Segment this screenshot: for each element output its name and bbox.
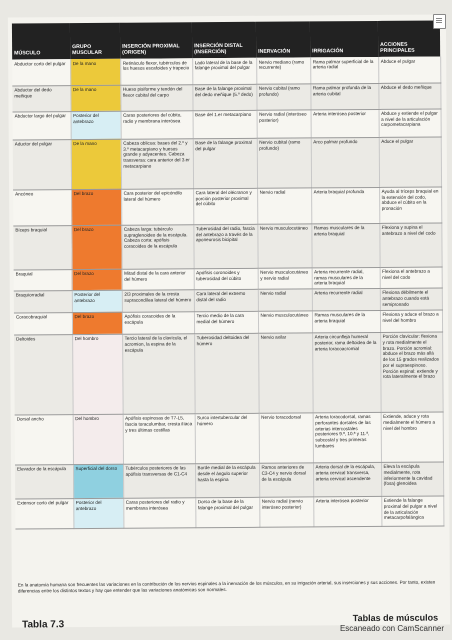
- section-title: Tablas de músculos: [352, 612, 439, 624]
- scanner-watermark: Escaneado con CamScanner: [339, 624, 444, 633]
- header-origin: INSERCIÓN PROXIMAL (ORIGEN): [120, 22, 192, 59]
- cell-muscle-group: De la mano: [71, 139, 121, 189]
- cell-innervation: Nervio musculocutáneo y nervio radial: [258, 267, 312, 289]
- header-blood: IRRIGACIÓN: [310, 21, 378, 57]
- cell-irrigation: Rama palmar profunda de la arteria cubital: [310, 83, 378, 109]
- cell-muscle-name: Deltoides: [14, 334, 73, 414]
- cell-irrigation: Ramas musculares de la arteria braquial: [311, 223, 379, 267]
- cell-innervation: Nervio musculocutáneo: [257, 223, 311, 267]
- cell-muscle-group: Del brazo: [71, 189, 121, 225]
- cell-innervation: Nervio musculocutáneo: [258, 311, 312, 333]
- table-row: [12, 83, 440, 112]
- cell-muscle-name: Bíceps braquial: [13, 225, 71, 269]
- cell-muscle-name: Braquiorradial: [14, 290, 72, 312]
- cell-origin: Apófisis espinosas de T7-L5, fascia toracolumbar, cresta ilíaca y tres últimas costillas: [123, 413, 195, 464]
- cell-origin: Mitad distal de la cara anterior del húmero: [122, 268, 194, 290]
- cell-origin: Apófisis coracoides de la escápula: [122, 311, 194, 334]
- cell-actions: Extiende, aduce y rota medialmente el húmero a nivel del hombro: [381, 412, 443, 462]
- table-row: [14, 332, 443, 415]
- cell-innervation: Nervio radial: [257, 187, 311, 223]
- cell-origin: Tercio lateral de la clavícula, el acromion, la espina de la escápula: [122, 333, 195, 414]
- table-row: [13, 187, 441, 226]
- table-row: [13, 109, 441, 140]
- cell-actions: Ayuda al tríceps braquial en la extensión del codo, abduce el cúbito en la pronación: [379, 187, 441, 223]
- cell-muscle-name: Dorsal ancho: [15, 414, 73, 464]
- cell-actions: Aduce el pulgar: [379, 137, 441, 187]
- cell-irrigation: Arco palmar profundo: [311, 137, 379, 187]
- cell-muscle-group: Del brazo: [71, 225, 121, 269]
- cell-muscle-group: Del hombro: [73, 414, 123, 464]
- muscle-table: [12, 21, 444, 530]
- cell-irrigation: Arteria dorsal de la escápula, arteria cervical transversa, arteria cervical ascendente: [313, 462, 381, 496]
- cell-insertion: Lado lateral de la base de la falange proximal del pulgar: [192, 58, 256, 84]
- cell-innervation: Nervio radial (nervio interóseo posterior): [259, 497, 313, 527]
- header-nerve: INERVACIÓN: [256, 21, 310, 57]
- table-header-row: [12, 21, 440, 60]
- cell-innervation: Nervio axilar: [258, 333, 313, 413]
- table-row: [13, 223, 441, 270]
- table-number: Tabla 7.3: [22, 619, 65, 631]
- cell-muscle-name: Aductor del pulgar: [13, 139, 71, 189]
- cell-insertion: Apófisis coronoides y tuberosidad del cúbito: [194, 268, 258, 290]
- cell-origin: Retináculo flexor, tubérculos de los huesos escafoides y trapecio: [120, 58, 192, 85]
- cell-irrigation: Arteria recurrente radial, ramas musculares de la arteria braquial: [312, 267, 380, 289]
- cell-muscle-name: Abductor largo del pulgar: [13, 111, 71, 139]
- cell-origin: Cabeza larga: tubérculo supraglenoideo de la escápula. Cabeza corta: apófisis coracoides de la escápula: [121, 224, 193, 269]
- cell-muscle-group: Posterior del antebrazo: [72, 290, 122, 312]
- cell-irrigation: Rama palmar superficial de la arteria radial: [310, 57, 378, 83]
- table-row: [14, 267, 442, 291]
- cell-irrigation: Arteria interósea posterior: [311, 109, 379, 137]
- cell-actions: Flexiona el antebrazo a nivel del codo: [380, 267, 442, 289]
- header-muscle: MÚSCULO: [12, 23, 70, 59]
- cell-origin: Caras posteriores del radio y membrana interósea: [123, 497, 195, 528]
- cell-insertion: Dorso de la base de la falange proximal del pulgar: [195, 497, 259, 527]
- cell-origin: Cara posterior del epicóndilo lateral del húmero: [121, 188, 193, 225]
- cell-muscle-name: Elevador de la escápula: [15, 464, 73, 498]
- cell-innervation: Nervio cubital (ramo profundo): [257, 137, 311, 187]
- table-row: [15, 496, 443, 529]
- cell-muscle-name: Extensor corto del pulgar: [15, 498, 73, 528]
- cell-innervation: Nervio toracodorsal: [259, 413, 313, 463]
- cell-irrigation: Ramas musculares de la arteria braquial: [312, 310, 380, 332]
- cell-muscle-group: Posterior del antebrazo: [71, 111, 121, 139]
- footnote: En la anatomía humana son frecuentes las variaciones en la contribución de los nervios espinales a la inervación de los músculos, en su irrigación arterial, sus inserciones y sus acciones. Por tanto, existen diferencias entre los distintos textos y hay que entender que las variaciones anatómicas son normales.: [17, 579, 436, 594]
- cell-insertion: Borde medial de la escápula desde el ángulo superior hasta la espina: [195, 463, 259, 497]
- table-row: [15, 462, 443, 499]
- cell-insertion: Tuberosidad del radio, fascia del antebrazo a través de la aponeurosis bicipital: [193, 224, 257, 268]
- cell-origin: Tubérculos posteriores de las apófisis transversas de C1-C4: [123, 463, 195, 498]
- cell-irrigation: Arteria braquial profunda: [311, 187, 379, 223]
- cell-muscle-group: Del brazo: [72, 269, 122, 291]
- cell-insertion: Base de la falange proximal del dedo meñique (5.º dedo): [192, 84, 256, 110]
- cell-insertion: Tercio medio de la cara medial del húmero: [194, 311, 258, 333]
- table-row: [12, 57, 440, 86]
- cell-actions: Flexiona y aduce el brazo a nivel del hombro: [380, 310, 442, 332]
- cell-muscle-name: Abductor corto del pulgar: [12, 59, 70, 85]
- cell-origin: Cabeza oblicua: bases del 2.º y 3.º metacarpiano y huesos grande y adyacentes. Cabeza transversa: cara anterior del 3.er metacarpiano: [121, 138, 193, 189]
- document-icon: [433, 14, 446, 29]
- cell-muscle-group: Superficial del dorso: [73, 464, 123, 498]
- cell-insertion: Surco intertubercular del húmero: [195, 413, 259, 463]
- table-row: [13, 137, 441, 190]
- cell-muscle-group: Del hombro: [72, 334, 123, 414]
- cell-irrigation: Arteria recurrente radial: [312, 288, 380, 310]
- cell-origin: Caras posteriores del cúbito, radio y membrana interósea: [121, 110, 193, 139]
- cell-origin: 2/3 proximales de la cresta supracondílea lateral del húmero: [122, 289, 194, 312]
- cell-actions: Porción clavicular: flexiona y rota medialmente el brazo. Porción acromial: abduce el brazo más allá de los 15 grados realizados por el supraespinoso. Porción espinal: extiende y rota lateralmente el brazo: [380, 332, 443, 412]
- cell-muscle-group: De la mano: [70, 59, 120, 85]
- cell-muscle-name: Braquial: [14, 269, 72, 291]
- cell-muscle-name: Coracobraquial: [14, 312, 72, 334]
- cell-muscle-name: Ancóneo: [13, 189, 71, 225]
- cell-actions: Abduce el dedo meñique: [378, 83, 440, 109]
- cell-actions: Flexiona y supina el antebrazo a nivel del codo: [379, 223, 441, 267]
- cell-actions: Extiende la falange proximal del pulgar a nivel de la articulación metacarpofalángica: [381, 496, 443, 526]
- header-action: ACCIONES PRINCIPALES: [378, 21, 440, 57]
- cell-actions: Abduce el pulgar: [378, 57, 440, 83]
- cell-insertion: Tuberosidad deltoidea del húmero: [194, 333, 259, 413]
- cell-actions: Abduce y extiende el pulgar a nivel de la articulación carpometacarpiana: [379, 109, 441, 137]
- cell-irrigation: Arteria interósea posterior: [313, 496, 381, 526]
- cell-muscle-group: Del brazo: [72, 312, 122, 334]
- cell-muscle-group: Posterior del antebrazo: [73, 498, 123, 528]
- header-group: GRUPO MUSCULAR: [70, 23, 120, 59]
- cell-irrigation: Arteria toracodorsal, ramas perforantes dorsales de las arterias intercostales posteriores 9.ª, 10.ª y 11.ª, subcostal y tres primeras lumbares: [313, 412, 381, 462]
- cell-muscle-name: Abductor del dedo meñique: [12, 85, 70, 111]
- table-row: [15, 412, 443, 465]
- table-row: [14, 310, 442, 335]
- cell-insertion: Base del 1.er metacarpiano: [193, 110, 257, 138]
- cell-insertion: Cara lateral del extremo distal del radio: [194, 289, 258, 311]
- cell-irrigation: Arteria circunfleja humeral posterior, rama deltoidea de la arteria toracoacromial: [312, 332, 381, 412]
- cell-actions: Flexiona débilmente el antebrazo cuando está semipronado: [380, 288, 442, 310]
- cell-innervation: Nervio radial: [258, 289, 312, 311]
- cell-innervation: Ramos anteriores de C3-C4 y nervio dorsal de la escápula: [259, 463, 313, 497]
- table-body: [12, 57, 443, 529]
- cell-innervation: Nervio mediano (ramo recurrente): [256, 57, 310, 83]
- cell-origin: Hueso pisiforme y tendón del flexor cubital del carpo: [120, 84, 192, 111]
- cell-innervation: Nervio radial (interóseo posterior): [257, 109, 311, 137]
- cell-insertion: Cara lateral del olécranon y porción posterior proximal del cúbito: [193, 188, 257, 224]
- cell-insertion: Base de la falange proximal del pulgar: [193, 138, 257, 188]
- cell-actions: Eleva la escápula medialmente, rota inferiormente la cavidad (fosa) glenoidea: [381, 462, 443, 496]
- cell-innervation: Nervio cubital (ramo profundo): [256, 83, 310, 109]
- header-insertion: INSERCIÓN DISTAL (INSERCIÓN): [192, 22, 256, 58]
- table-row: [14, 288, 442, 313]
- cell-muscle-group: De la mano: [70, 85, 120, 111]
